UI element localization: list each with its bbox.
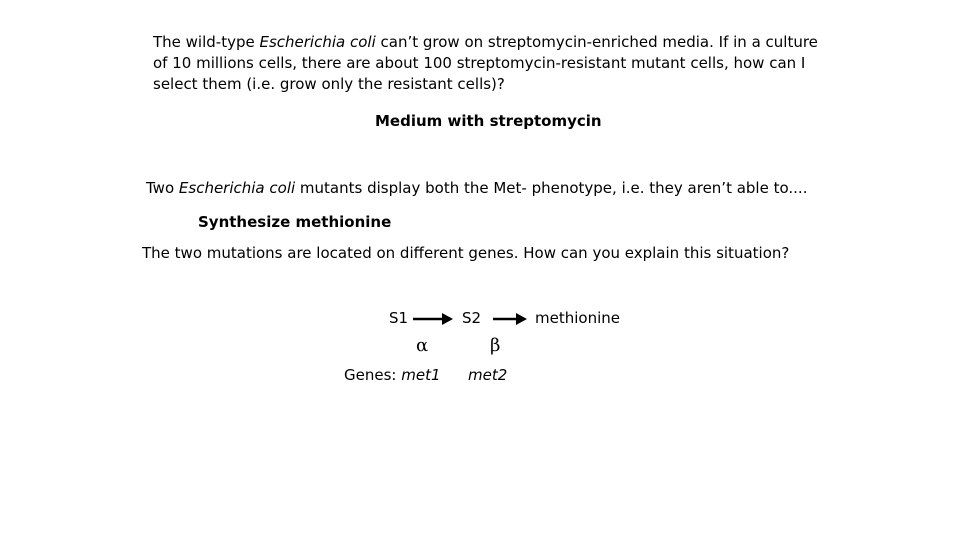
- substrate-s1: S1: [389, 309, 409, 327]
- answer-2: Synthesize methionine: [198, 213, 392, 231]
- question-1-pre: The wild-type: [153, 33, 260, 51]
- gene-met1: met1: [401, 366, 441, 384]
- species-name: Escherichia coli: [259, 33, 376, 51]
- genes-row: [344, 368, 441, 383]
- enzyme-beta: β: [490, 335, 501, 356]
- arrow-s2-to-methionine: [492, 312, 528, 326]
- answer-1: Medium with streptomycin: [375, 112, 602, 130]
- question-2: [146, 181, 807, 196]
- species-name: Escherichia coli: [178, 179, 296, 197]
- arrow-s1-to-s2: [412, 312, 454, 326]
- question-3: The two mutations are located on different genes. How can you explain this situation?: [142, 244, 790, 262]
- genes-label: Genes:: [344, 366, 397, 384]
- question-2-pre: Two: [146, 179, 179, 197]
- substrate-s2: S2: [462, 309, 482, 327]
- question-1-post: can’t grow on streptomycin-enriched media. If in a culture of 10 millions cells, there are about 100 streptomycin-resistant mutant cells, how can I select them (i.e. grow only the resistant cells)?: [153, 33, 818, 93]
- gene-met2: met2: [468, 366, 508, 384]
- product-methionine: methionine: [535, 309, 620, 327]
- enzyme-alpha: α: [416, 335, 429, 356]
- question-2-post: mutants display both the Met- phenotype, i.e. they aren’t able to....: [295, 179, 808, 197]
- gene-met2-wrap: [468, 368, 507, 383]
- question-1: [153, 32, 833, 95]
